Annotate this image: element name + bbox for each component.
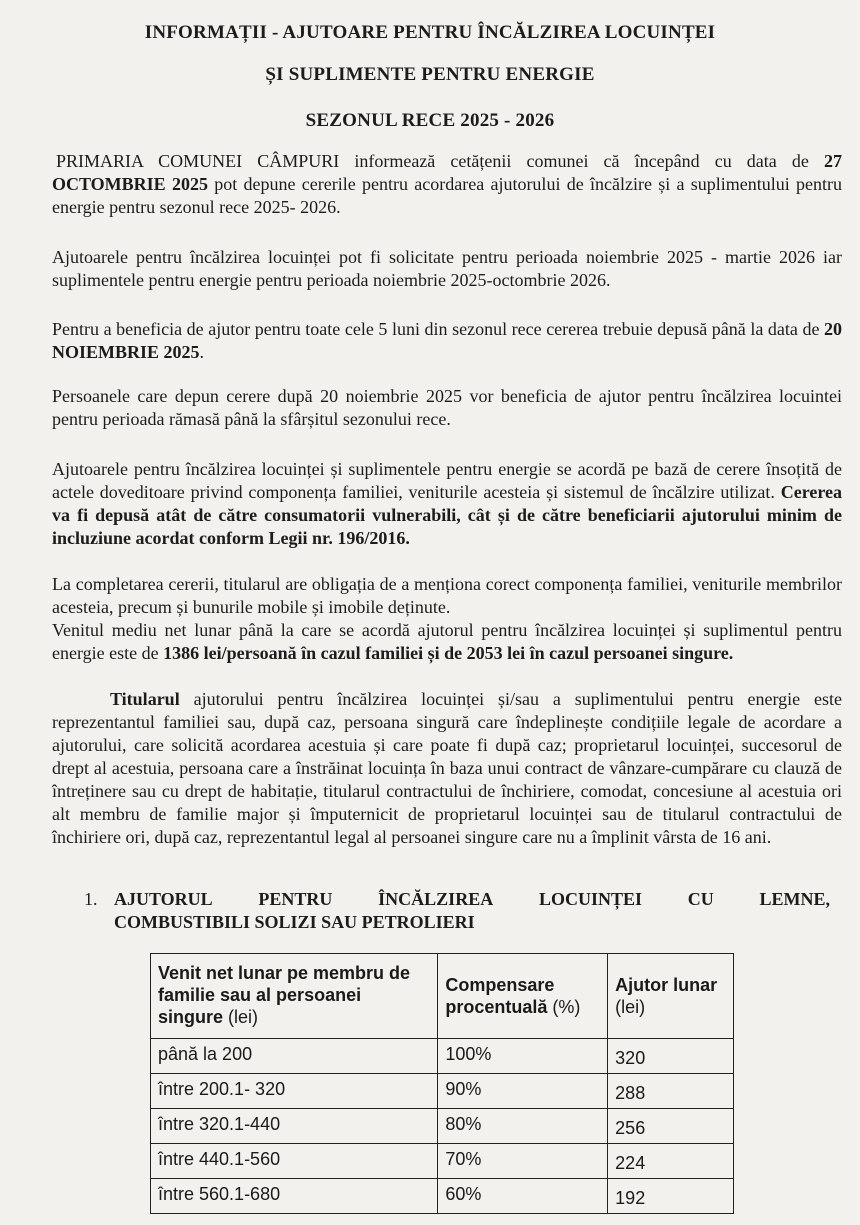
cell-compensation: 60% — [438, 1179, 608, 1214]
basis-bold-text: Cererea va fi depusă atât de către consumatorii vulnerabili, cât și de către beneficiarii ajutorului minim de incluziune acordat conform Legii nr. 196/2016. — [52, 482, 842, 548]
title-line-3: SEZONUL RECE 2025 - 2026 — [305, 110, 555, 131]
cell-income-range: între 320.1-440 — [151, 1109, 438, 1144]
paragraph-titular — [52, 688, 842, 849]
paragraph-intro — [52, 150, 842, 219]
table-row — [151, 1144, 734, 1179]
deadline-text: Pentru a beneficia de ajutor pentru toate cele 5 luni din sezonul rece cererea trebuie depusă până la data de — [52, 319, 824, 339]
intro-text-end: pot depune cererile pentru acordarea ajutorului de încălzire și a suplimentului pentru energie pentru sezonul rece 2025- 2026. — [52, 174, 842, 217]
cell-compensation: 80% — [438, 1109, 608, 1144]
title-line-2: ȘI SUPLIMENTE PENTRU ENERGIE — [265, 64, 595, 85]
heading-word: LOCUINȚEI — [538, 889, 642, 909]
basis-text: Ajutoarele pentru încălzirea locuinței și suplimentele pentru energie se acordă pe bază de cerere însoțită de actele doveditoare privind componența familiei, veniturile acesteia și sistemul de încălzire utilizat. — [52, 459, 842, 502]
paragraph-deadline — [52, 318, 842, 364]
deadline-end: . — [199, 342, 205, 362]
titular-label: Titularul — [110, 689, 180, 709]
paragraph-completion: La completarea cererii, titularul are obligația de a menționa corect componența familiei, veniturile membrilor acesteia, precum și bunurile mobile și imobile deținute. — [52, 574, 842, 617]
header-compensation: Compensare procentuală (%) — [438, 954, 608, 1039]
cell-compensation: 100% — [438, 1039, 608, 1074]
cell-income-range: între 200.1- 320 — [151, 1074, 438, 1109]
cell-income-range: între 560.1-680 — [151, 1179, 438, 1214]
header-monthly-aid: Ajutor lunar (lei) — [608, 954, 734, 1039]
heading-word: CU — [687, 889, 714, 909]
cell-income-range: între 440.1-560 — [151, 1144, 438, 1179]
cell-monthly-aid: 256 — [608, 1109, 734, 1144]
title-line-1: INFORMAȚII - AJUTOARE PENTRU ÎNCĂLZIREA LOCUINȚEI — [144, 22, 716, 43]
income-limit-values: 1386 lei/persoană în cazul familiei și de 2053 lei în cazul persoanei singure. — [163, 643, 734, 663]
table-header-row — [151, 954, 734, 1039]
section-number: 1. — [84, 889, 98, 909]
heading-word: ÎNCĂLZIREA — [378, 889, 494, 909]
table-row — [151, 1109, 734, 1144]
table-row — [151, 1074, 734, 1109]
cell-monthly-aid: 192 — [608, 1179, 734, 1214]
income-text: Venitul mediu net lunar până la care se acordă ajutorul pentru încălzirea locuinței și suplimentul pentru energie este de — [52, 620, 842, 663]
start-date: 27 OCTOMBRIE 2025 — [52, 151, 842, 194]
paragraph-application-basis — [52, 458, 842, 550]
heading-word: LEMNE, — [759, 889, 830, 909]
heading-word: PENTRU — [258, 889, 333, 909]
paragraph-periods: Ajutoarele pentru încălzirea locuinței pot fi solicitate pentru perioada noiembrie 2025 - martie 2026 iar suplimentele pentru energie pentru perioada noiembrie 2025-octombrie 2026. — [52, 247, 842, 290]
deadline-date: 20 NOIEMBRIE 2025 — [52, 319, 842, 362]
heading-line-2: COMBUSTIBILI SOLIZI SAU PETROLIERI — [114, 912, 475, 932]
cell-monthly-aid: 224 — [608, 1144, 734, 1179]
intro-text: PRIMARIA COMUNEI CÂMPURI informează cetățenii comunei că începând cu data de — [56, 151, 824, 171]
paragraph-late-applications: Persoanele care depun cerere după 20 noiembrie 2025 vor beneficia de ajutor pentru încălzirea locuintei pentru perioada rămasă până la sfârșitul sezonului rece. — [52, 386, 842, 429]
cell-monthly-aid: 288 — [608, 1074, 734, 1109]
cell-income-range: până la 200 — [151, 1039, 438, 1074]
section-1-heading — [84, 888, 830, 934]
header-income: Venit net lunar pe membru de familie sau al persoanei singure (lei) — [151, 954, 438, 1039]
heating-aid-table — [150, 953, 734, 1214]
table-row — [151, 1039, 734, 1074]
cell-monthly-aid: 320 — [608, 1039, 734, 1074]
heading-word: AJUTORUL — [114, 889, 213, 909]
titular-text: ajutorului pentru încălzirea locuinței și/sau a suplimentului pentru energie este reprezentantul familiei sau, după caz, persoana singură care îndeplinește condițiile legale de acordare a ajutorului, care solicită acordarea acestuia și care poate fi după caz; proprietarul locuinței, succesorul de drept al acestuia, persoana care a înstrăinat locuința în baza unui contract de vânzare-cumpărare cu clauză de întreținere sau cu drept de habitație, titularul contractului de închiriere, comodat, concesiune al acestuia ori alt membru de familie major și împuternicit de proprietarul locuinței sau de titularul contractului de închiriere ori, după caz, reprezentantul legal al persoanei singure care nu a împlinit vârsta de 16 ani. — [52, 689, 842, 847]
paragraph-income-limit — [52, 619, 842, 665]
cell-compensation: 70% — [438, 1144, 608, 1179]
cell-compensation: 90% — [438, 1074, 608, 1109]
table-row — [151, 1179, 734, 1214]
